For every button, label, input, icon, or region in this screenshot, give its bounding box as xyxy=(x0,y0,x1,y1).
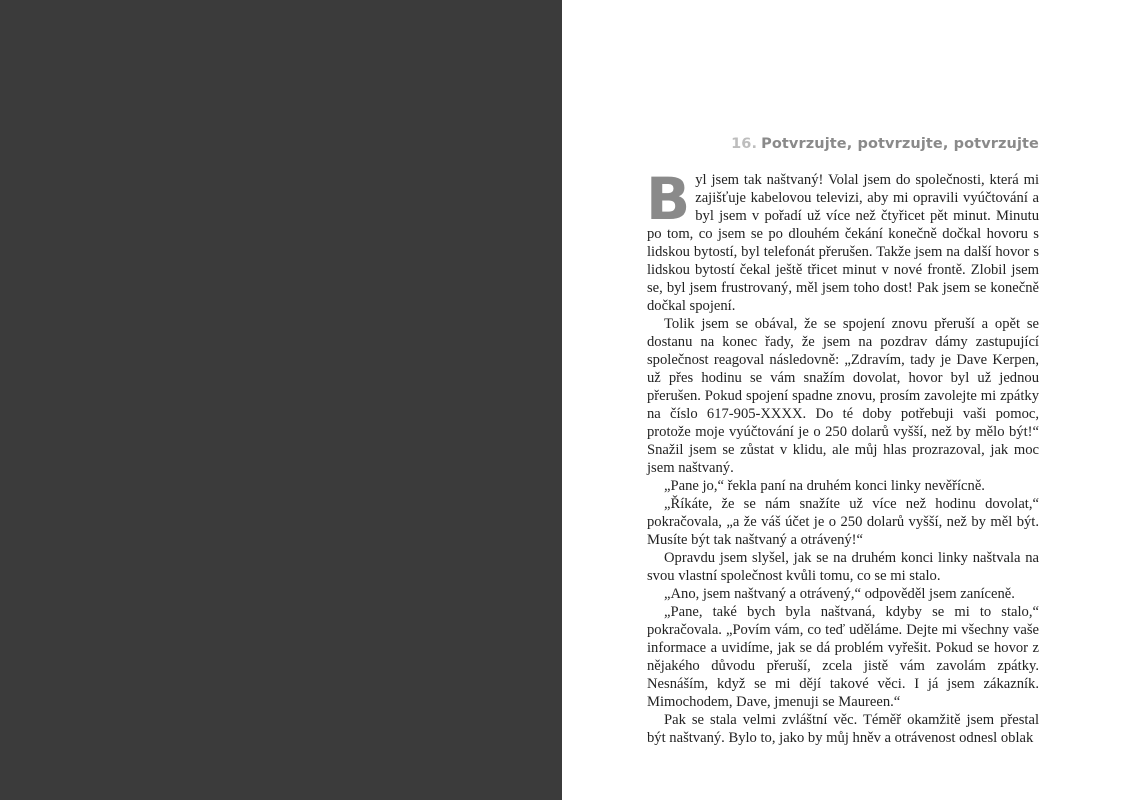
chapter-number: 16. xyxy=(731,136,758,152)
paragraph-4: „Říkáte, že se nám snažíte už více než hodinu dovolat,“ pokračovala, „a že váš účet je o 250 dolarů vyšší, než by měl být. Musíte být tak naštvaný a otrávený!“ xyxy=(647,496,1039,548)
paragraph-8: Pak se stala velmi zvláštní věc. Téměř okamžitě jsem přestal být naštvaný. Bylo to, jako by můj hněv a otrávenost odnesl oblak xyxy=(647,712,1039,746)
book-page xyxy=(562,0,1124,800)
paragraph-7: „Pane, také bych byla naštvaná, kdyby se mi to stalo,“ pokračovala. „Povím vám, co teď uděláme. Dejte mi všechny vaše informace a uvidíme, jak se dá problém vyřešit. Pokud se hovor z nějakého důvodu přeruší, zcela jistě vám zavolám zpátky. Nesnáším, když se mi dějí takové věci. I já jsem zákazník. Mimochodem, Dave, jmenuji se Maureen.“ xyxy=(647,604,1039,710)
body-text xyxy=(646,165,1039,747)
paragraph-3: „Pane jo,“ řekla paní na druhém konci linky nevěřícně. xyxy=(664,478,985,494)
chapter-header xyxy=(731,136,1039,152)
drop-cap: B xyxy=(646,165,691,233)
paragraph-5: Opravdu jsem slyšel, jak se na druhém konci linky naštvala na svou vlastní společnost kvůli tomu, co se mi stalo. xyxy=(647,550,1039,584)
paragraph-1 xyxy=(646,165,1039,315)
paragraph-6: „Ano, jsem naštvaný a otrávený,“ odpověděl jsem zaníceně. xyxy=(664,586,1015,602)
paragraph-2: Tolik jsem se obával, že se spojení znovu přeruší a opět se dostanu na konec řady, že jsem na pozdrav dámy zastupující společnost reagoval následovně: „Zdravím, tady je Dave Kerpen, už přes hodinu se vám snažím dovolat, hovor byl už jednou přerušen. Pokud spojení spadne znovu, prosím zavolejte mi zpátky na číslo 617-905-XXXX. Do té doby potřebuji vaši pomoc, protože moje vyúčtování je o 250 dolarů vyšší, než by mělo být!“ Snažil jsem se zůstat v klidu, ale můj hlas prozrazoval, jak moc jsem naštvaný. xyxy=(647,316,1039,476)
chapter-title: Potvrzujte, potvrzujte, potvrzujte xyxy=(761,136,1039,152)
paragraph-1-text: yl jsem tak naštvaný! Volal jsem do společnosti, která mi zajišťuje kabelovou televizi, aby mi opravili vyúčtování a byl jsem v pořadí už více než čtyřicet pět minut. Minutu po tom, co jsem se po dlouhém čekání konečně dočkal hovoru s lidskou bytostí, byl telefonát přerušen. Takže jsem na další hovor s lidskou bytostí čekal ještě třicet minut v nové frontě. Zlobil jsem se, byl jsem frustrovaný, měl jsem toho dost! Pak jsem se konečně dočkal spojení. xyxy=(647,172,1039,314)
